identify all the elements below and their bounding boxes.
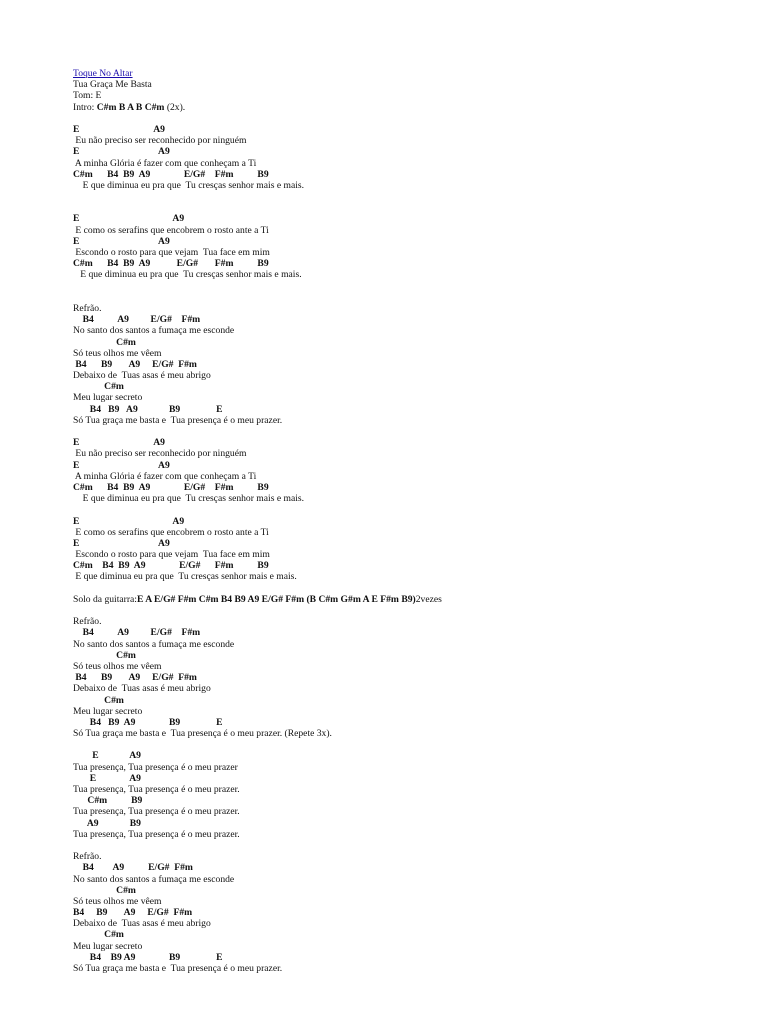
chord-line: E A9 [73, 772, 141, 784]
lyric-line: E que diminua eu pra que Tu cresças senhor mais e mais. [73, 269, 302, 281]
chord-line: B4 B9 A9 E/G# F#m [73, 672, 197, 684]
intro-chords: C#m B A B C#m [96, 101, 165, 113]
chord-line: E A9 [73, 537, 170, 549]
lyric-line: E que diminua eu pra que Tu cresças senhor mais e mais. [73, 493, 304, 505]
chorus-2 [73, 616, 753, 739]
lyric-line: Escondo o rosto para que vejam Tua face em mim [73, 247, 270, 258]
song-subtitle: Tua Graça Me Basta [73, 79, 152, 91]
lyric-line: E como os serafins que encobrem o rosto ante a Ti [73, 224, 269, 236]
chord-line: B4 A9 E/G# F#m [73, 862, 193, 874]
chord-line: B4 A9 E/G# F#m [73, 314, 201, 326]
lyric-line: Debaixo de Tuas asas é meu abrigo [73, 918, 211, 930]
spacer [73, 113, 753, 124]
spacer [73, 292, 753, 303]
chord-line: C#m [73, 884, 136, 896]
lyric-line: A minha Glória é fazer com que conheçam a Ti [73, 157, 257, 169]
verse-4 [73, 516, 753, 583]
chord-line: C#m [73, 381, 124, 393]
chord-line: C#m [73, 929, 124, 941]
verse-2 [73, 213, 753, 280]
spacer [73, 840, 753, 851]
spacer [73, 202, 753, 213]
bridge [73, 750, 753, 840]
chorus-3 [73, 851, 753, 974]
chord-line: C#m B4 B9 A9 E/G# F#m B9 [73, 560, 269, 572]
lyric-line: Eu não preciso ser reconhecido por ninguém [73, 135, 247, 147]
chord-line: C#m B4 B9 A9 E/G# F#m B9 [73, 481, 269, 493]
chorus-1 [73, 303, 753, 426]
lyric-line: Debaixo de Tuas asas é meu abrigo [73, 370, 211, 382]
chord-line: E A9 [73, 146, 170, 158]
lyric-line: Tua presença, Tua presença é o meu prazer. [73, 806, 240, 818]
chord-line: C#m [73, 694, 124, 706]
chord-line: B4 B9 A9 B9 E [73, 951, 223, 963]
lyric-line: Eu não preciso ser reconhecido por ninguém [73, 448, 247, 460]
lyric-line: A minha Glória é fazer com que conheçam a Ti [73, 470, 257, 482]
lyric-line: E que diminua eu pra que Tu cresças senhor mais e mais. [73, 571, 297, 583]
chord-line: C#m B4 B9 A9 E/G# F#m B9 [73, 168, 269, 180]
chord-line: C#m B4 B9 A9 E/G# F#m B9 [73, 258, 269, 270]
chord-line: E A9 [73, 437, 165, 449]
spacer [73, 426, 753, 437]
chord-line: B4 B9 A9 B9 E [73, 716, 223, 728]
lyric-line: Só teus olhos me vêem [73, 347, 162, 359]
intro-suffix: (2x). [164, 101, 186, 113]
lyric-line: E que diminua eu pra que Tu cresças senhor mais e mais. [73, 179, 304, 191]
song-key: Tom: E [73, 90, 102, 102]
chord-line: E A9 [73, 213, 185, 225]
chord-line: C#m [73, 649, 136, 661]
chord-line: E A9 [73, 123, 165, 135]
solo-label: Solo da guitarra: [73, 593, 137, 605]
lyric-line: Tua presença, Tua presença é o meu prazer. [73, 828, 240, 840]
section-label: Refrão. [73, 616, 102, 628]
spacer [73, 739, 753, 750]
spacer [73, 504, 753, 515]
lyric-line: No santo dos santos a fumaça me esconde [73, 325, 235, 337]
song-title-link[interactable]: Toque No Altar [73, 68, 133, 79]
lyric-line: Só Tua graça me basta e Tua presença é o meu prazer. [73, 414, 283, 426]
lyric-line: Só teus olhos me vêem [73, 895, 162, 907]
chord-line: E A9 [73, 459, 170, 471]
chord-line: E A9 [73, 515, 185, 527]
lyric-line: E como os serafins que encobrem o rosto ante a Ti [73, 526, 269, 538]
chord-line: C#m B9 [73, 795, 143, 807]
chord-line: B4 B9 A9 E/G# F#m [73, 358, 197, 370]
solo-suffix: 2vezes [415, 593, 442, 605]
intro-line [73, 102, 753, 113]
lyric-line: Só Tua graça me basta e Tua presença é o meu prazer. [73, 963, 283, 974]
chord-line: B4 B9 A9 B9 E [73, 403, 223, 415]
spacer [73, 583, 753, 594]
verse-1 [73, 124, 753, 191]
solo-chords: E A E/G# F#m C#m B4 B9 A9 E/G# F#m (B C#m G#m A E F#m B9) [136, 593, 416, 605]
lyric-line: Meu lugar secreto [73, 705, 143, 717]
song-header [73, 68, 753, 79]
chord-line: E A9 [73, 750, 141, 762]
spacer [73, 191, 753, 202]
lyric-line: No santo dos santos a fumaça me esconde [73, 873, 235, 885]
chord-line: E A9 [73, 235, 170, 247]
chord-line: C#m [73, 336, 136, 348]
song-document [73, 68, 753, 974]
lyric-line: Debaixo de Tuas asas é meu abrigo [73, 683, 211, 695]
lyric-line: Só teus olhos me vêem [73, 660, 162, 672]
section-label: Refrão. [73, 302, 102, 314]
lyric-line: Tua presença, Tua presença é o meu prazer. [73, 784, 240, 795]
spacer [73, 605, 753, 616]
intro-label: Intro: [73, 101, 97, 113]
lyric-line: No santo dos santos a fumaça me esconde [73, 638, 235, 650]
spacer [73, 281, 753, 292]
section-label: Refrão. [73, 851, 102, 863]
chord-line: B4 A9 E/G# F#m [73, 627, 201, 639]
lyric-line: Meu lugar secreto [73, 940, 143, 952]
lyric-line: Tua presença, Tua presença é o meu prazer [73, 761, 238, 773]
guitar-solo-line [73, 594, 753, 605]
chord-line: A9 B9 [73, 817, 141, 829]
verse-3 [73, 437, 753, 504]
lyric-line: Escondo o rosto para que vejam Tua face em mim [73, 549, 270, 561]
lyric-line: Meu lugar secreto [73, 392, 143, 404]
lyric-line: Só Tua graça me basta e Tua presença é o meu prazer. (Repete 3x). [73, 728, 332, 740]
chord-line: B4 B9 A9 E/G# F#m [73, 907, 193, 919]
